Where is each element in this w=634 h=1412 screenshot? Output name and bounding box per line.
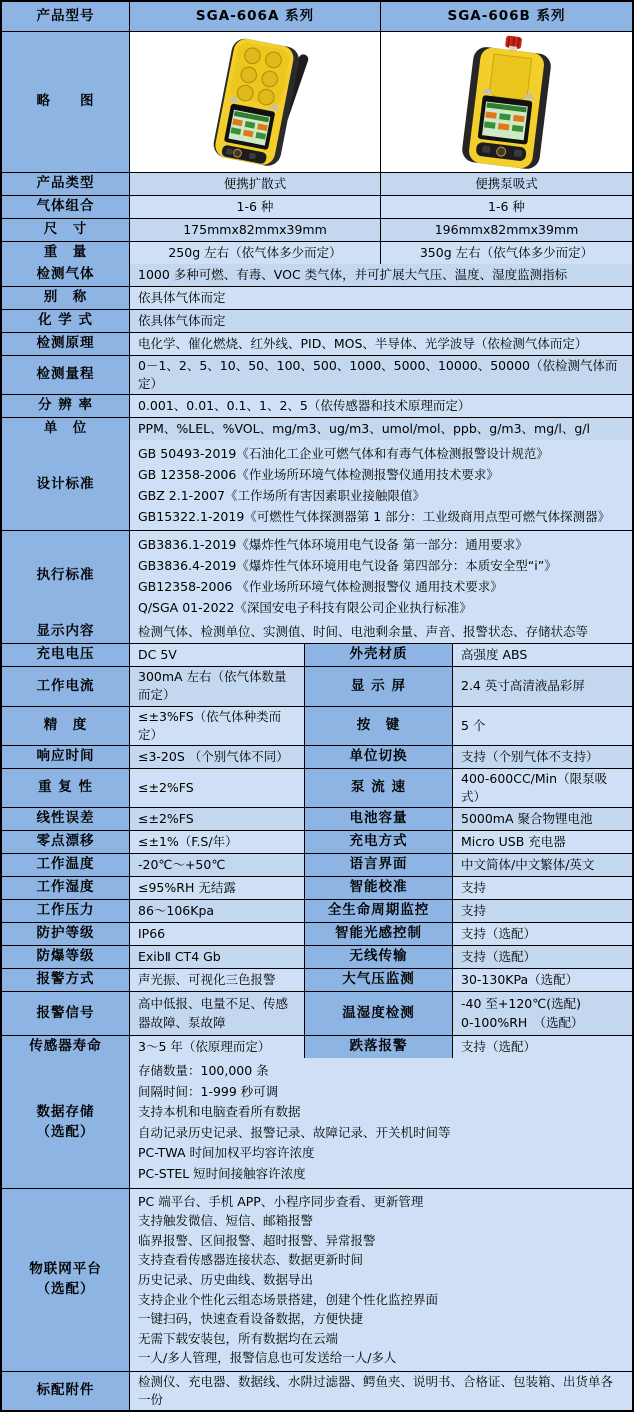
spec-row [2, 287, 632, 310]
standards-value [130, 531, 632, 621]
spec-value: 400-600CC/Min（限泵吸式） [453, 769, 632, 807]
spec-label: 精 度 [2, 707, 130, 745]
spec-value: IP66 [130, 923, 305, 945]
spec-value-b: 350g 左右（依气体多少而定） [381, 242, 632, 264]
spec-label: 化 学 式 [2, 310, 130, 332]
spec-value-a: 1-6 种 [130, 196, 381, 218]
spec-label: 外壳材质 [305, 644, 453, 666]
standards-line: GB3836.1-2019《爆炸性气体环境用电气设备 第一部分：通用要求》 [138, 537, 528, 553]
spec-row [2, 667, 632, 706]
series-a-header: SGA-606A 系列 [130, 2, 381, 31]
iot-row [2, 1189, 632, 1372]
spec-label: 单位切换 [305, 746, 453, 768]
spec-label: 执行标准 [2, 531, 130, 621]
spec-value: 依具体气体而定 [130, 287, 632, 309]
standards-line: GB 50493-2019《石油化工企业可燃气体和有毒气体检测报警设计规范》 [138, 446, 549, 462]
spec-row [2, 854, 632, 877]
series-b-header: SGA-606B 系列 [381, 2, 632, 31]
spec-value: ≤±2%FS [130, 769, 305, 807]
product-model-label: 产品型号 [2, 2, 130, 31]
spec-value: 支持（选配） [453, 923, 632, 945]
spec-value: -20℃～+50℃ [130, 854, 305, 876]
iot-label [2, 1189, 130, 1371]
spec-label: 分 辨 率 [2, 395, 130, 417]
spec-value: 电化学、催化燃烧、红外线、PID、MOS、半导体、光学波导（依检测气体而定） [130, 333, 632, 355]
spec-label: 工作电流 [2, 667, 130, 705]
sketch-row [2, 32, 632, 173]
spec-value-line: 自动记录历史记录、报警记录、故障记录、开关机时间等 [138, 1124, 451, 1140]
device-a-cell [130, 32, 381, 172]
spec-value-line: 无需下载安装包，所有数据均在云端 [138, 1330, 339, 1346]
spec-label: 电池容量 [305, 808, 453, 830]
spec-value: 5000mA 聚合物锂电池 [453, 808, 632, 830]
spec-value: ≤3-20S （个别气体不同） [130, 746, 305, 768]
standards-section [2, 440, 632, 621]
spec-label: 智能光感控制 [305, 923, 453, 945]
spec-value: 2.4 英寸高清液晶彩屏 [453, 667, 632, 705]
accessories-label: 标配附件 [2, 1372, 130, 1410]
storage-label-line1: 数据存储 [36, 1104, 95, 1121]
spec-value: 1000 多种可燃、有毒、VOC 类气体，并可扩展大气压、温度、湿度监测指标 [130, 264, 632, 286]
spec-label: 报警方式 [2, 969, 130, 991]
spec-value: 高中低报、电量不足、传感器故障、泵故障 [130, 992, 305, 1035]
spec-label: 泵 流 速 [305, 769, 453, 807]
spec-label: 防护等级 [2, 923, 130, 945]
spec-value: DC 5V [130, 644, 305, 666]
spec-value-line: 一人/多人管理，报警信息也可发送给一人/多人 [138, 1350, 397, 1366]
spec-value: 300mA 左右（依气体数量而定） [130, 667, 305, 705]
spec-row [2, 242, 632, 264]
spec-row [2, 769, 632, 808]
spec-label: 报警信号 [2, 992, 130, 1035]
iot-label-line2: （选配） [36, 1280, 95, 1297]
standards-line: GB3836.4-2019《爆炸性气体环境用电气设备 第四部分：本质安全型“i”》 [138, 558, 557, 574]
spec-value-line: 0-100%RH （选配） [461, 1014, 584, 1030]
spec-label: 零点漂移 [2, 831, 130, 853]
spec-label: 设计标准 [2, 440, 130, 530]
standards-line: GB12358-2006 《作业场所环境气体检测报警仪 通用技术要求》 [138, 579, 503, 595]
device-a-image [138, 34, 372, 170]
spec-label: 温湿度检测 [305, 992, 453, 1035]
spec-value: Micro USB 充电器 [453, 831, 632, 853]
spec-row [2, 310, 632, 333]
spec-row [2, 992, 632, 1036]
spec-value-line: 支持本机和电脑查看所有数据 [138, 1104, 301, 1120]
spec-row [2, 831, 632, 854]
spec-value: 支持 [453, 900, 632, 922]
spec-value-line: 存储数量：100,000 条 [138, 1063, 269, 1078]
spec-value: 0－1、2、5、10、50、100、500、1000、5000、10000、50000（依检测气体而定） [130, 356, 632, 394]
spec-row [2, 264, 632, 287]
spec-value-b: 便携泵吸式 [381, 173, 632, 195]
spec-label: 传感器寿命 [2, 1036, 130, 1058]
spec-row [2, 946, 632, 969]
spec-value: 5 个 [453, 707, 632, 745]
spec-row [2, 418, 632, 440]
spec-label: 跌落报警 [305, 1036, 453, 1058]
spec-row [2, 644, 632, 667]
device-b-image [402, 34, 612, 170]
spec-value: ≤±2%FS [130, 808, 305, 830]
spec-value: 声光振、可视化三色报警 [130, 969, 305, 991]
spec-label: 检测原理 [2, 333, 130, 355]
spec-value: 86～106Kpa [130, 900, 305, 922]
spec-row [2, 808, 632, 831]
spec-label: 工作湿度 [2, 877, 130, 899]
spec-value-line: PC 端平台、手机 APP、小程序同步查看、更新管理 [138, 1193, 424, 1209]
iot-label-line1: 物联网平台 [29, 1261, 102, 1278]
spec-row [2, 900, 632, 923]
sketch-label: 略 图 [2, 32, 130, 172]
spec-label: 充电电压 [2, 644, 130, 666]
spec-label: 工作温度 [2, 854, 130, 876]
spec-row [2, 173, 632, 196]
full-rows-section [2, 264, 632, 440]
standards-line: GB 12358-2006《作业场所环境气体检测报警仪通用技术要求》 [138, 467, 499, 483]
spec-label: 响应时间 [2, 746, 130, 768]
spec-label: 单 位 [2, 418, 130, 440]
standards-line: Q/SGA 01-2022《深国安电子科技有限公司企业执行标准》 [138, 600, 472, 616]
spec-row [2, 356, 632, 395]
spec-value: ExibⅡ CT4 Gb [130, 946, 305, 968]
spec-row [2, 707, 632, 746]
spec-row [2, 333, 632, 356]
standards-row [2, 531, 632, 621]
spec-value: ≤±3%FS（依气体种类而定） [130, 707, 305, 745]
spec-value-line: 间隔时间：1-999 秒可调 [138, 1083, 279, 1099]
device-b-cell [381, 32, 632, 172]
spec-value: ≤95%RH 无结露 [130, 877, 305, 899]
spec-value: 高强度 ABS [453, 644, 632, 666]
spec-value: 支持（选配） [453, 1036, 632, 1058]
standards-row [2, 440, 632, 531]
spec-label: 线性误差 [2, 808, 130, 830]
spec-row [2, 395, 632, 418]
spec-label: 全生命周期监控 [305, 900, 453, 922]
spec-value-line: PC-TWA 时间加权平均容许浓度 [138, 1145, 315, 1161]
spec-row [2, 877, 632, 900]
spec-value: 依具体气体而定 [130, 310, 632, 332]
spec-label: 防爆等级 [2, 946, 130, 968]
display-label: 显示内容 [2, 621, 130, 643]
spec-value-line: 支持查看传感器连接状态、数据更新时间 [138, 1252, 364, 1268]
spec-label: 气体组合 [2, 196, 130, 218]
spec-value: 0.001、0.01、0.1、1、2、5（依传感器和技术原理而定） [130, 395, 632, 417]
display-value: 检测气体、检测单位、实测值、时间、电池剩余量、声音、报警状态、存储状态等 [130, 621, 632, 643]
spec-label: 智能校准 [305, 877, 453, 899]
spec-label: 尺 寸 [2, 219, 130, 241]
spec-label: 检测气体 [2, 264, 130, 286]
spec-value-line: 支持触发微信、短信、邮箱报警 [138, 1213, 314, 1229]
spec-label: 重 复 性 [2, 769, 130, 807]
spec-value: 支持（选配） [453, 946, 632, 968]
spec-row [2, 219, 632, 242]
standards-line: GBZ 2.1-2007《工作场所有害因素职业接触限值》 [138, 488, 426, 504]
header-row [2, 2, 632, 32]
storage-row [2, 1058, 632, 1189]
accessories-value: 检测仪、充电器、数据线、水阱过滤器、鳄鱼夹、说明书、合格证、包装箱、出货单各一份 [130, 1372, 632, 1410]
spec-value [453, 992, 632, 1035]
spec-label: 工作压力 [2, 900, 130, 922]
spec-value-a: 便携扩散式 [130, 173, 381, 195]
storage-label [2, 1058, 130, 1188]
spec-label: 大气压监测 [305, 969, 453, 991]
accessories-row [2, 1372, 632, 1410]
spec-value-line: -40 至+120℃(选配) [461, 996, 582, 1012]
spec-value-line: 临界报警、区间报警、超时报警、异常报警 [138, 1232, 376, 1248]
spec-label: 别 称 [2, 287, 130, 309]
spec-label: 产品类型 [2, 173, 130, 195]
spec-value-a: 250g 左右（依气体多少而定） [130, 242, 381, 264]
spec-value-line: 支持企业个性化云组态场景搭建，创建个性化监控界面 [138, 1291, 439, 1307]
storage-label-line2: （选配） [36, 1123, 95, 1140]
compare-rows-section [2, 173, 632, 264]
spec-value-b: 196mmx82mmx39mm [381, 219, 632, 241]
spec-value: 支持 [453, 877, 632, 899]
spec-value-line: 一键扫码，快速查看设备数据，方便快捷 [138, 1311, 364, 1327]
spec-label: 无线传输 [305, 946, 453, 968]
spec-value: 3～5 年（依原理而定） [130, 1036, 305, 1058]
standards-line: GB15322.1-2019《可燃性气体探测器第 1 部分：工业级商用点型可燃气体探测器》 [138, 509, 611, 525]
spec-row [2, 196, 632, 219]
spec-label: 显 示 屏 [305, 667, 453, 705]
spec-value: 中文简体/中文繁体/英文 [453, 854, 632, 876]
spec-value: 30-130KPa（选配） [453, 969, 632, 991]
spec-row [2, 969, 632, 992]
standards-value [130, 440, 632, 530]
spec-label: 充电方式 [305, 831, 453, 853]
spec-value: ≤±1%（F.S/年） [130, 831, 305, 853]
spec-value-line: 历史记录、历史曲线、数据导出 [138, 1271, 314, 1287]
spec-label: 语言界面 [305, 854, 453, 876]
iot-value [130, 1189, 632, 1371]
spec-value: 支持（个别气体不支持） [453, 746, 632, 768]
quad-rows-section [2, 644, 632, 1058]
spec-row [2, 923, 632, 946]
spec-value-a: 175mmx82mmx39mm [130, 219, 381, 241]
spec-value-line: PC-STEL 短时间接触容许浓度 [138, 1165, 306, 1181]
spec-value-b: 1-6 种 [381, 196, 632, 218]
storage-value [130, 1058, 632, 1188]
spec-row [2, 746, 632, 769]
spec-value: PPM、%LEL、%VOL、mg/m3、ug/m3、umol/mol、ppb、g/m3、mg/l、g/l [130, 418, 632, 440]
spec-label: 检测量程 [2, 356, 130, 394]
spec-row [2, 1036, 632, 1058]
spec-label: 按 键 [305, 707, 453, 745]
display-row [2, 621, 632, 644]
spec-label: 重 量 [2, 242, 130, 264]
